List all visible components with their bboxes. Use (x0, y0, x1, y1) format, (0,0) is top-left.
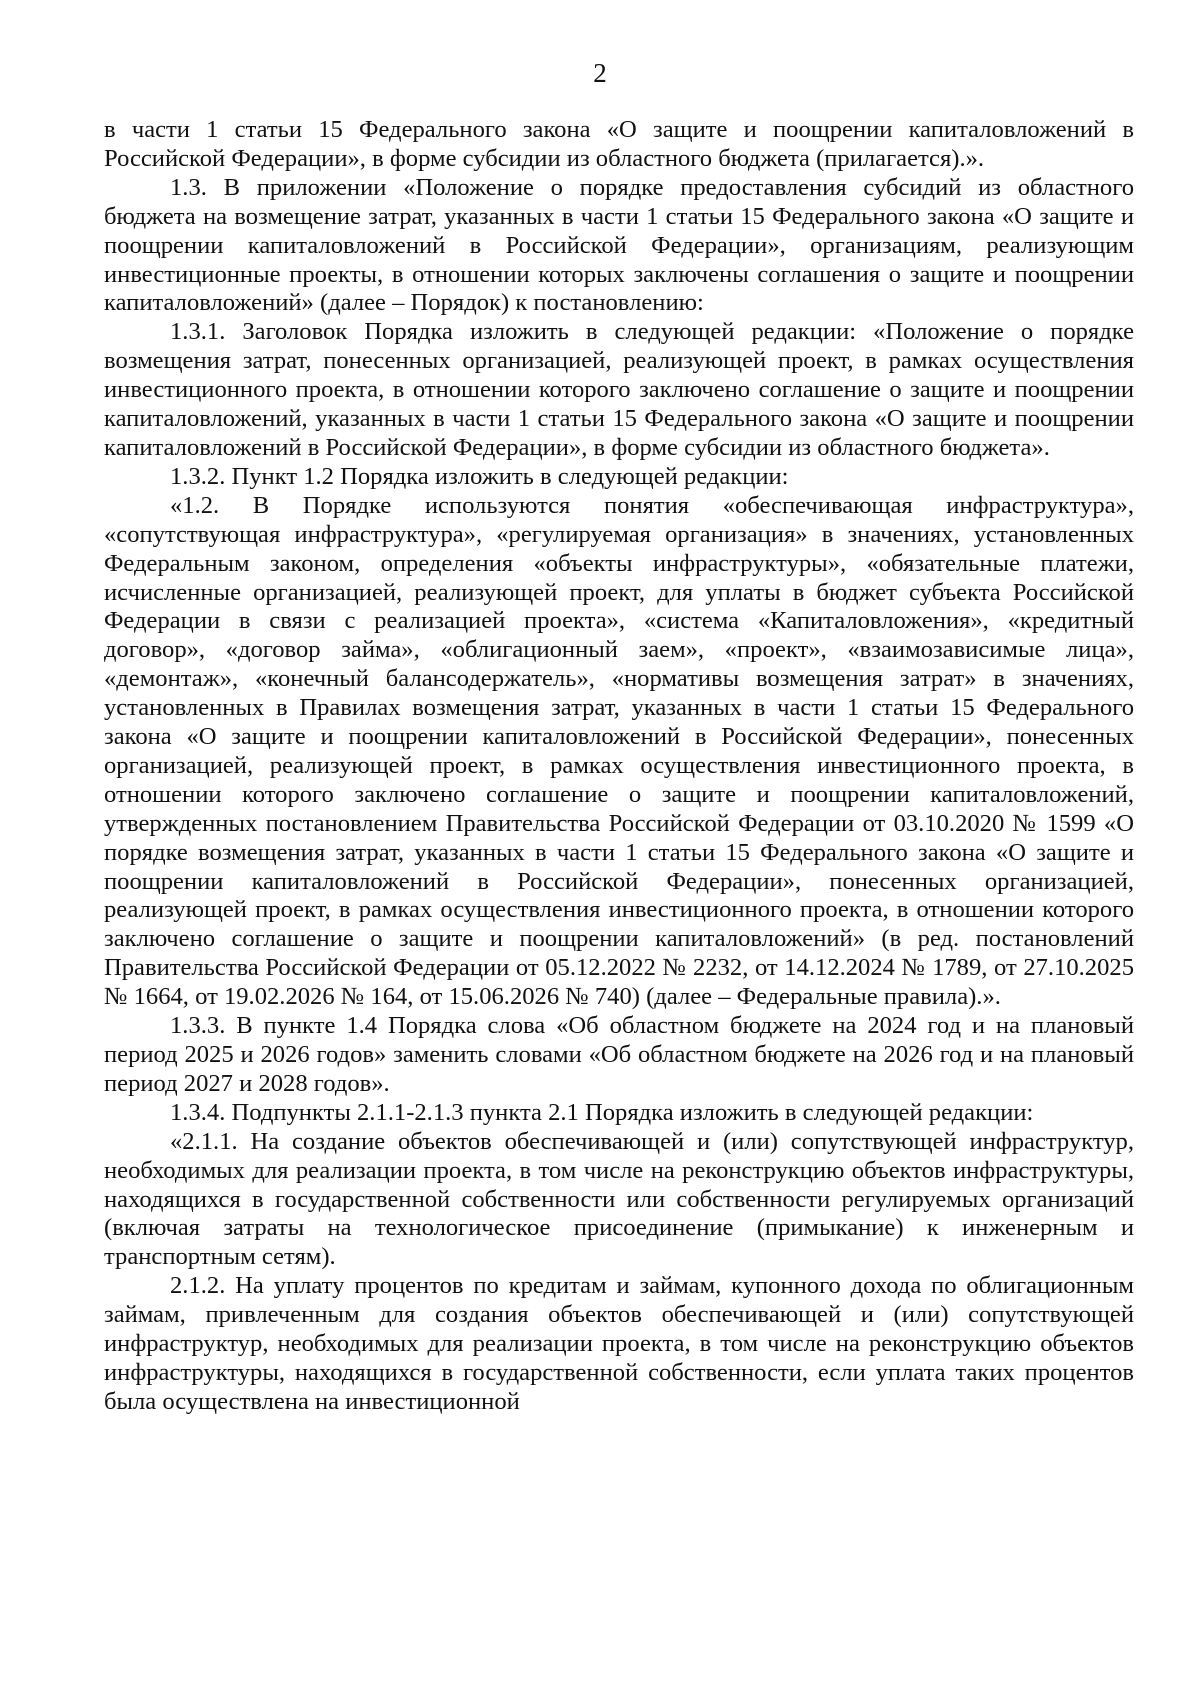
document-body (104, 116, 1134, 1417)
paragraph-1-3: 1.3. В приложении «Положение о порядке предоставления субсидий из областного бюджета на возмещение затрат, указанных в части 1 статьи 15 Федерального закона «О защите и поощрении капиталовложений в Российской Федерации», организациям, реализующим инвестиционные проекты, в отношении которых заключены соглашения о защите и поощрении капиталовложений» (далее – Порядок) к постановлению: (104, 173, 1134, 317)
paragraph-2-1-1: «2.1.1. На создание объектов обеспечивающей и (или) сопутствующей инфраструктур, необходимых для реализации проекта, в том числе на реконструкцию объектов инфраструктуры, находящихся в государственной собственности или собственности регулируемых организаций (включая затраты на технологическое присоединение (примыкание) к инженерным и транспортным сетям). (104, 1127, 1134, 1271)
paragraph-1-3-4: 1.3.4. Подпункты 2.1.1-2.1.3 пункта 2.1 Порядка изложить в следующей редакции: (170, 1098, 1034, 1126)
paragraph-2-1-2: 2.1.2. На уплату процентов по кредитам и займам, купонного дохода по облигационным займам, привлеченным для создания объектов обеспечивающей и (или) сопутствующей инфраструктур, необходимых для реализации проекта, в том числе на реконструкцию объектов инфраструктуры, находящихся в государственной собственности, если уплата таких процентов была осуществлена на инвестиционной (104, 1272, 1134, 1415)
paragraph-1-3-3: 1.3.3. В пункте 1.4 Порядка слова «Об областном бюджете на 2024 год и на плановый период 2025 и 2026 годов» заменить словами «Об областном бюджете на 2026 год и на плановый период 2027 и 2028 годов». (104, 1012, 1134, 1097)
page-number: 2 (593, 58, 607, 88)
paragraph-continuation: в части 1 статьи 15 Федерального закона «О защите и поощрении капиталовложений в Российской Федерации», в форме субсидии из областного бюджета (прилагается).». (104, 116, 1134, 172)
paragraph-1-3-1: 1.3.1. Заголовок Порядка изложить в следующей редакции: «Положение о порядке возмещения затрат, понесенных организацией, реализующей проект, в рамках осуществления инвестиционного проекта, в отношении которого заключено соглашение о защите и поощрении капиталовложений, указанных в части 1 статьи 15 Федерального закона «О защите и поощрении капиталовложений в Российской Федерации», в форме субсидии из областного бюджета». (104, 318, 1134, 461)
paragraph-1-2-quoted: «1.2. В Порядке используются понятия «обеспечивающая инфраструктура», «сопутствующая инфраструктура», «регулируемая организация» в значениях, установленных Федеральным законом, определения «объекты инфраструктуры», «обязательные платежи, исчисленные организацией, реализующей проект, для уплаты в бюджет субъекта Российской Федерации в связи с реализацией проекта», «система «Капиталовложения», «кредитный договор», «договор займа», «облигационный заем», «проект», «взаимозависимые лица», «демонтаж», «конечный балансодержатель», «нормативы возмещения затрат» в значениях, установленных в Правилах возмещения затрат, указанных в части 1 статьи 15 Федерального закона «О защите и поощрении капиталовложений в Российской Федерации», понесенных организацией, реализующей проект, в рамках осуществления инвестиционного проекта, в отношении которого заключено соглашение о защите и поощрении капиталовложений, утвержденных постановлением Правительства Российской Федерации от 03.10.2020 № 1599 «О порядке возмещения затрат, указанных в части 1 статьи 15 Федерального закона «О защите и поощрении капиталовложений в Российской Федерации», понесенных организацией, реализующей проект, в рамках осуществления инвестиционного проекта, в отношении которого заключено соглашение о защите и поощрении капиталовложений» (в ред. постановлений Правительства Российской Федерации от 05.12.2022 № 2232, от 14.12.2024 № 1789, от 27.10.2025 № 1664, от 19.02.2026 № 164, от 15.06.2026 № 740) (далее – Федеральные правила).». (104, 491, 1134, 1011)
paragraph-1-3-2: 1.3.2. Пункт 1.2 Порядка изложить в следующей редакции: (170, 462, 789, 490)
